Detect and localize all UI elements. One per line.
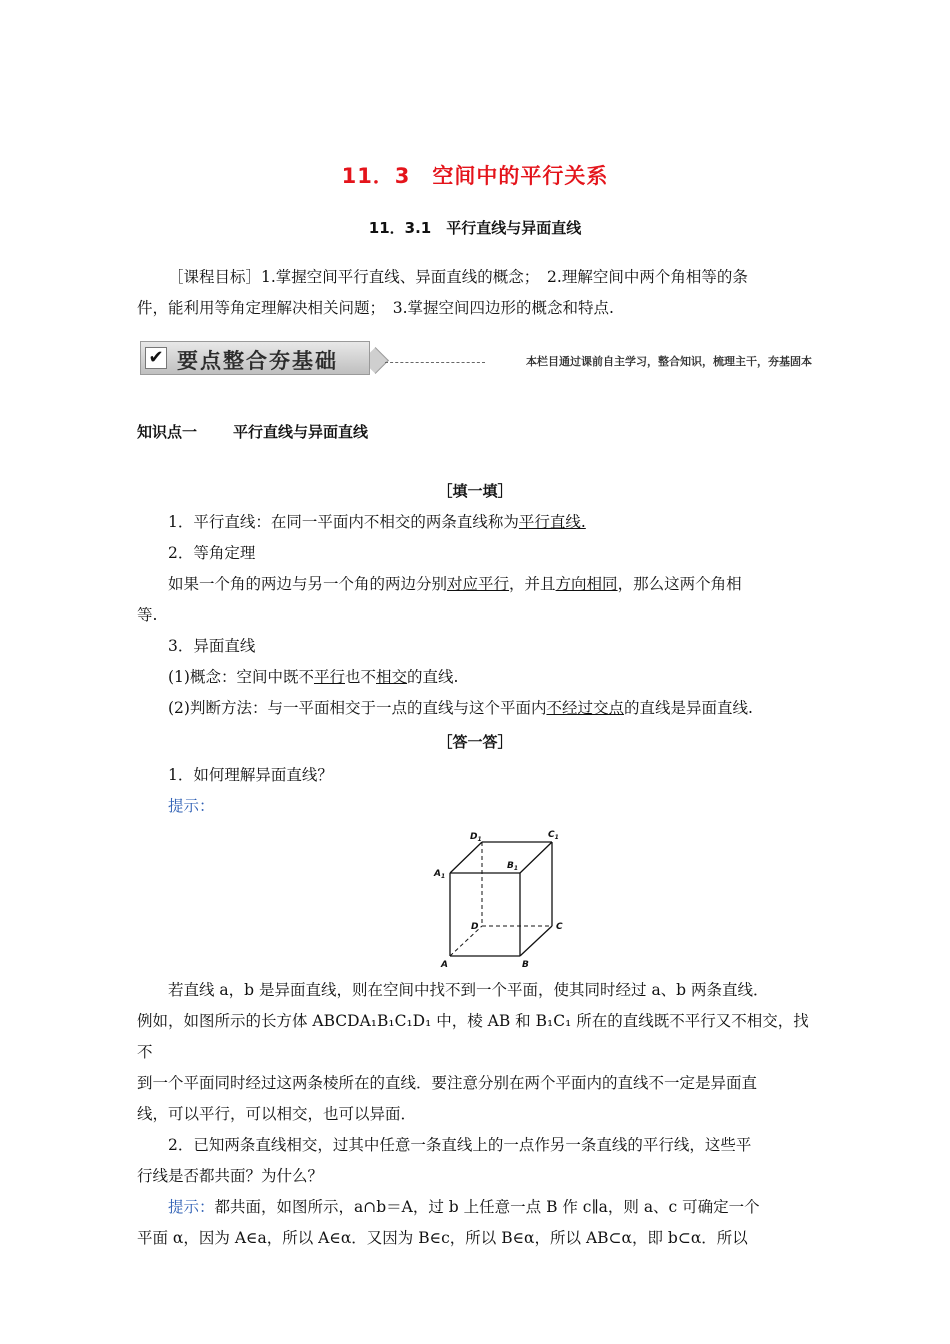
- hint-label-1: 提示：: [168, 797, 215, 815]
- check-icon: ✔: [145, 347, 167, 369]
- banner-dashed-line: [385, 362, 485, 363]
- fill-item-1: 1．平行直线：在同一平面内不相交的两条直线称为平行直线.: [168, 513, 586, 531]
- banner-note: 本栏目通过课前自主学习，整合知识，梳理主干，夯基固本: [526, 355, 812, 368]
- fill-item-2-heading: 2．等角定理: [168, 544, 256, 562]
- fill-heading: ［填一填］: [437, 482, 513, 500]
- answer-body: [137, 975, 814, 1254]
- objectives-line-1: ［课程目标］1.掌握空间平行直线、异面直线的概念； 2.理解空间中两个角相等的条: [168, 268, 748, 286]
- fill-item-2-text: 如果一个角的两边与另一个角的两边分别对应平行，并且方向相同，那么这两个角相: [168, 575, 742, 593]
- page-title: 11．3 空间中的平行关系: [341, 164, 609, 188]
- question-2-line-1: 2．已知两条直线相交，过其中任意一条直线上的一点作另一条直线的平行线，这些平: [168, 1136, 752, 1154]
- hint-label-2: 提示：: [168, 1198, 215, 1216]
- cuboid-figure: [430, 826, 570, 971]
- answer-heading: ［答一答］: [437, 733, 513, 751]
- question-1: 1．如何理解异面直线？: [168, 766, 333, 784]
- section-banner: [140, 341, 812, 375]
- blank-parallel: 平行: [313, 668, 345, 686]
- hint-2-line-2: 平面 α，因为 A∈a，所以 A∈α．又因为 B∈c，所以 B∈α，所以 AB⊂α，即 b⊂α．所以: [137, 1229, 748, 1247]
- label-c1: $C_1$: [548, 830, 559, 841]
- label-d: D: [471, 922, 479, 932]
- fill-item-2-end: 等.: [137, 606, 158, 624]
- label-d1: $D_1$: [470, 832, 482, 843]
- label-a1: $A_1$: [434, 869, 446, 880]
- banner-box: [140, 341, 370, 375]
- blank-parallel-lines: 平行直线.: [518, 513, 586, 531]
- answer-p3: 到一个平面同时经过这两条棱所在的直线．要注意分别在两个平面内的直线不一定是异面直: [137, 1074, 758, 1092]
- fill-item-3-heading: 3．异面直线: [168, 637, 256, 655]
- fill-item-3-2: (2)判断方法：与一平面相交于一点的直线与这个平面内不经过交点的直线是异面直线.: [168, 699, 753, 717]
- course-objectives: [137, 262, 814, 324]
- label-a: A: [441, 960, 448, 970]
- answer-p1: 若直线 a，b 是异面直线，则在空间中找不到一个平面，使其同时经过 a、b 两条直线．: [168, 981, 769, 999]
- banner-title: 要点整合夯基础: [177, 349, 338, 373]
- question-2-line-2: 行线是否都共面？为什么？: [137, 1167, 324, 1185]
- objectives-line-2: 件，能利用等角定理解决相关问题； 3.掌握空间四边形的概念和特点.: [137, 299, 614, 317]
- knowledge-point-title: 平行直线与异面直线: [233, 423, 369, 441]
- section-subtitle: 11．3.1 平行直线与异面直线: [368, 219, 582, 237]
- answer-p4: 线，可以平行，可以相交，也可以异面．: [137, 1105, 417, 1123]
- answer-q1: [137, 760, 814, 822]
- blank-intersect: 相交: [376, 668, 408, 686]
- fill-item-3-1: (1)概念：空间中既不平行也不相交的直线.: [168, 668, 459, 686]
- fill-section: [137, 507, 814, 724]
- knowledge-point-label: 知识点一: [137, 423, 198, 441]
- blank-same-direction: 方向相同: [555, 575, 618, 593]
- label-c: C: [556, 922, 563, 932]
- label-b: B: [522, 960, 529, 970]
- blank-corresponding-parallel: 对应平行: [447, 575, 510, 593]
- answer-p2: 例如，如图所示的长方体 ABCDA₁B₁C₁D₁ 中，棱 AB 和 B₁C₁ 所在的直线既不平行又不相交，找不: [137, 1012, 809, 1061]
- knowledge-point-heading: [137, 421, 404, 442]
- label-b1: $B_1$: [507, 861, 519, 872]
- blank-not-through-point: 不经过交点: [546, 699, 624, 717]
- hint-2-line-1: 提示：都共面，如图所示，a∩b＝A，过 b 上任意一点 B 作 c∥a，则 a、c 可确定一个: [168, 1198, 760, 1216]
